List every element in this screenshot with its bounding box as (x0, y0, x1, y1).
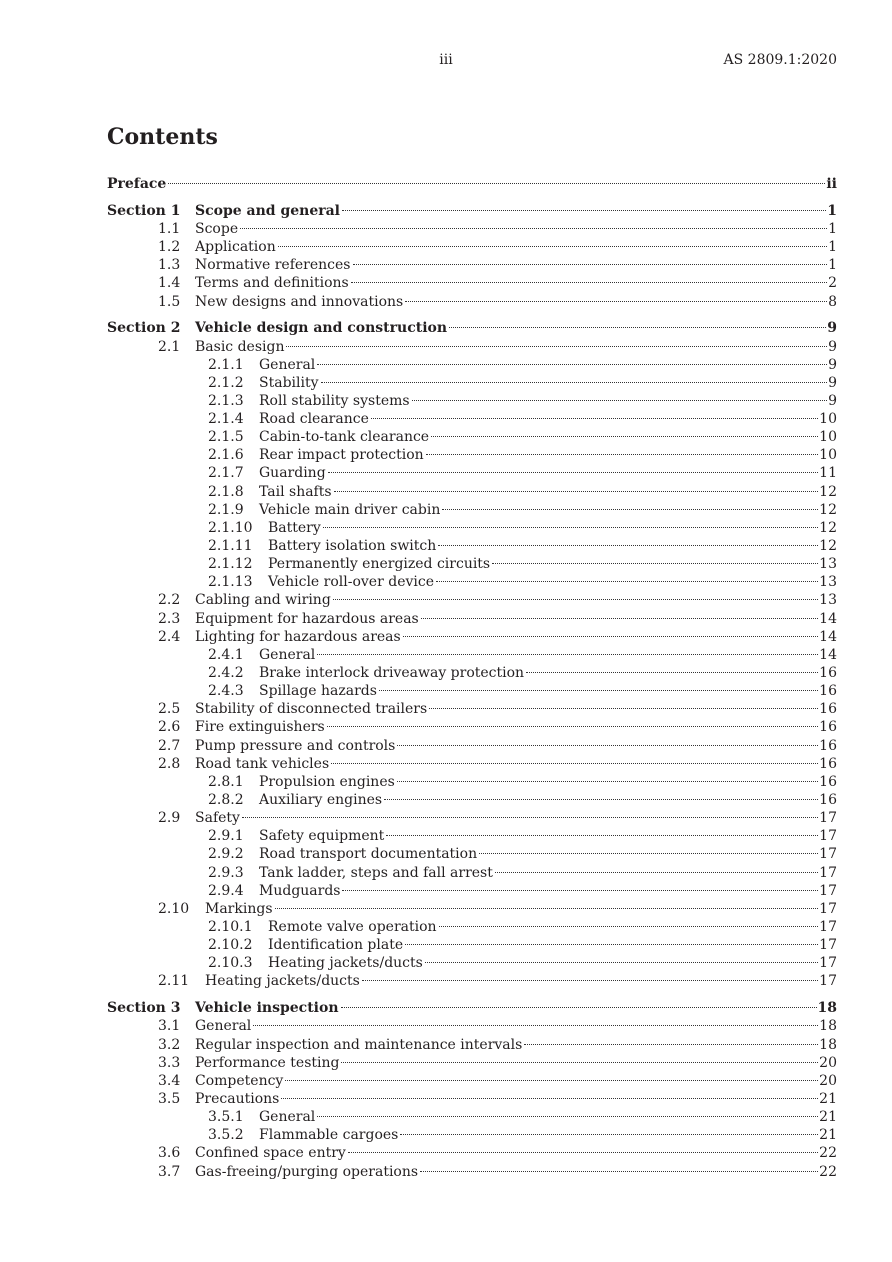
toc-entry-title[interactable]: Preface (107, 176, 167, 192)
toc-page-number: 16 (819, 773, 837, 790)
toc-page-number: 21 (819, 1090, 837, 1107)
toc-entry-number: 1.3 (158, 257, 181, 274)
toc-entry-number: 2.9.2 (208, 846, 244, 863)
toc-entry-number: 3.5.2 (208, 1127, 244, 1144)
toc-page-number: 17 (819, 882, 837, 899)
dot-leader (351, 282, 827, 283)
toc-entry-number: 2.1.11 (208, 538, 253, 555)
toc-entry-title[interactable]: Tail shafts (259, 483, 332, 500)
toc-entry-number: 2.4.3 (208, 683, 244, 700)
toc-entry-number: 2.8 (158, 755, 181, 772)
toc-section-entry[interactable] (107, 319, 837, 337)
dot-leader (403, 636, 818, 637)
toc-entry-title[interactable]: Stability of disconnected trailers (195, 701, 428, 718)
dot-leader (438, 545, 818, 546)
toc-entry[interactable] (107, 954, 837, 972)
dot-leader (333, 599, 818, 600)
table-of-contents (107, 175, 837, 1181)
toc-page-number: 21 (819, 1109, 837, 1126)
toc-entry[interactable] (107, 1054, 837, 1072)
dot-leader (168, 183, 825, 184)
toc-page-number: 17 (819, 810, 837, 827)
toc-entry-title[interactable]: Road tank vehicles (195, 755, 330, 772)
toc-page-number: 17 (819, 846, 837, 863)
toc-entry-number: 2.10.2 (208, 937, 253, 954)
toc-page-number: 17 (819, 828, 837, 845)
toc-entry-title[interactable]: Application (195, 239, 276, 256)
toc-page-number: 20 (819, 1072, 837, 1089)
toc-page-number: 10 (819, 429, 837, 446)
toc-entry[interactable] (107, 610, 837, 628)
toc-page-number: 9 (828, 356, 837, 373)
dot-leader (479, 853, 818, 854)
toc-entry[interactable] (107, 410, 837, 428)
toc-section-entry[interactable] (107, 999, 837, 1017)
toc-entry[interactable] (107, 628, 837, 646)
toc-entry-title[interactable]: Fire extinguishers (195, 719, 325, 736)
toc-page-number: 16 (819, 719, 837, 736)
toc-page-number: 21 (819, 1127, 837, 1144)
dot-leader (286, 346, 827, 347)
toc-page-number: 13 (819, 556, 837, 573)
toc-entry-title[interactable]: Mudguards (259, 882, 341, 899)
dot-leader (317, 1116, 818, 1117)
toc-page-number: 1 (827, 202, 837, 219)
toc-entry-title[interactable]: Vehicle inspection (195, 1000, 339, 1017)
toc-entry-title[interactable]: Terms and definitions (195, 275, 349, 292)
toc-page-number: 9 (827, 320, 837, 337)
dot-leader (317, 654, 818, 655)
dot-leader (384, 799, 818, 800)
toc-entry-title[interactable]: General (259, 356, 316, 373)
dot-leader (442, 509, 818, 510)
toc-entry[interactable] (107, 573, 837, 591)
page-number: iii (439, 52, 453, 68)
toc-entry-number: 2.11 (158, 973, 190, 990)
toc-entry-title[interactable]: Stability (259, 374, 319, 391)
toc-entry[interactable] (107, 1090, 837, 1108)
toc-entry-number: 2.10 (158, 900, 190, 917)
toc-entry[interactable] (107, 356, 837, 374)
toc-entry-title[interactable]: Heating jackets/ducts (268, 955, 423, 972)
toc-entry-number: 2.9.3 (208, 864, 244, 881)
toc-entry-title[interactable]: General (259, 1109, 316, 1126)
toc-entry-title[interactable]: Performance testing (195, 1054, 340, 1071)
toc-entry-title[interactable]: Cabin-to-tank clearance (259, 429, 430, 446)
toc-page-number: 10 (819, 447, 837, 464)
toc-entry[interactable] (107, 755, 837, 773)
dot-leader (526, 672, 818, 673)
toc-entry-title[interactable]: Remote valve operation (268, 919, 437, 935)
toc-entry-title[interactable]: Roll stability systems (259, 392, 410, 409)
toc-entry-title[interactable]: Precautions (195, 1090, 280, 1107)
toc-page-number: 17 (819, 973, 837, 990)
toc-page-number: 9 (828, 392, 837, 409)
toc-entry-number: 2.1.13 (208, 574, 253, 591)
toc-page-number: 9 (828, 338, 837, 355)
toc-entry-title[interactable]: Road clearance (259, 411, 369, 428)
toc-entry[interactable] (107, 936, 837, 954)
toc-entry-number: 2.1.2 (208, 374, 244, 391)
toc-section-entry[interactable] (107, 175, 837, 193)
dot-leader (317, 364, 827, 365)
toc-entry-number: 2.1.8 (208, 483, 244, 500)
toc-page-number: 16 (819, 755, 837, 772)
dot-leader (397, 745, 818, 746)
toc-entry-number: 2.7 (158, 737, 181, 754)
dot-leader (405, 944, 818, 945)
toc-entry-number: 1.4 (158, 275, 181, 292)
dot-leader (492, 563, 818, 564)
toc-entry-number: 3.5 (158, 1090, 181, 1107)
toc-entry[interactable] (107, 274, 837, 292)
dot-leader (275, 908, 819, 909)
toc-entry-title[interactable]: Identification plate (268, 937, 404, 954)
toc-entry[interactable] (107, 827, 837, 845)
toc-entry-title[interactable]: Basic design (195, 338, 285, 355)
dot-leader (371, 418, 818, 419)
dot-leader (421, 618, 818, 619)
toc-page-number: 16 (819, 792, 837, 809)
toc-entry-title[interactable]: Markings (205, 900, 273, 917)
toc-entry[interactable] (107, 664, 837, 682)
toc-page-number: 17 (819, 955, 837, 972)
toc-entry-number: 2.1.4 (208, 411, 244, 428)
toc-entry-title[interactable]: Road transport documentation (259, 846, 478, 863)
toc-entry-title[interactable]: General (195, 1018, 252, 1035)
toc-page-number: 14 (819, 610, 837, 627)
toc-entry[interactable] (107, 845, 837, 863)
toc-entry[interactable] (107, 1072, 837, 1090)
toc-entry[interactable] (107, 428, 837, 446)
toc-entry[interactable] (107, 791, 837, 809)
toc-entry[interactable] (107, 338, 837, 356)
dot-leader (281, 1098, 818, 1099)
toc-entry-number: 2.9.4 (208, 882, 244, 899)
toc-entry[interactable] (107, 718, 837, 736)
dot-leader (397, 781, 818, 782)
dot-leader (524, 1044, 818, 1045)
toc-entry-number: 3.7 (158, 1163, 181, 1180)
dot-leader (240, 228, 827, 229)
toc-section-label: Section 2 (107, 320, 181, 337)
toc-entry[interactable] (107, 1017, 837, 1035)
toc-page-number: 1 (828, 220, 837, 237)
toc-entry-number: 2.1 (158, 338, 181, 355)
toc-entry-title[interactable]: Auxiliary engines (259, 792, 383, 809)
toc-page-number: 14 (819, 646, 837, 663)
dot-leader (242, 817, 818, 818)
toc-entry-title[interactable]: Heating jackets/ducts (205, 973, 360, 990)
toc-entry[interactable] (107, 1108, 837, 1126)
toc-page-number: 16 (819, 665, 837, 682)
toc-entry-title[interactable]: Vehicle design and construction (195, 320, 448, 337)
toc-entry-number: 2.2 (158, 592, 181, 609)
toc-page-number: 16 (819, 737, 837, 754)
dot-leader (429, 708, 818, 709)
dot-leader (321, 382, 828, 383)
toc-entry[interactable] (107, 864, 837, 882)
toc-entry[interactable] (107, 737, 837, 755)
toc-page-number: 12 (819, 501, 837, 518)
toc-entry[interactable] (107, 256, 837, 274)
toc-entry[interactable] (107, 646, 837, 664)
toc-entry-title[interactable]: Propulsion engines (259, 773, 395, 790)
dot-leader (362, 980, 818, 981)
toc-entry-number: 2.1.7 (208, 465, 244, 482)
toc-entry-number: 2.6 (158, 719, 181, 736)
dot-leader (323, 527, 818, 528)
dot-leader (341, 1007, 817, 1008)
toc-page-number: 17 (819, 919, 837, 935)
toc-page-number: 1 (828, 239, 837, 256)
dot-leader (425, 962, 818, 963)
dot-leader (400, 1134, 818, 1135)
toc-entry-number: 2.8.2 (208, 792, 244, 809)
toc-entry-title[interactable]: Cabling and wiring (195, 592, 331, 609)
toc-entry-title[interactable]: Safety (195, 810, 240, 827)
toc-entry-number: 2.3 (158, 610, 181, 627)
toc-entry[interactable] (107, 918, 837, 936)
toc-entry[interactable] (107, 238, 837, 256)
toc-entry-title[interactable]: Competency (195, 1072, 284, 1089)
dot-leader (348, 1152, 818, 1153)
toc-entry-title[interactable]: Battery (268, 519, 321, 536)
toc-page-number: 22 (819, 1163, 837, 1180)
toc-entry[interactable] (107, 900, 837, 918)
toc-entry-title[interactable]: Scope (195, 220, 239, 237)
toc-entry-number: 3.3 (158, 1054, 181, 1071)
dot-leader (431, 436, 818, 437)
toc-entry-title[interactable]: Regular inspection and maintenance intervals (195, 1036, 523, 1053)
toc-entry-number: 3.2 (158, 1036, 181, 1053)
dot-leader (327, 726, 818, 727)
toc-entry-number: 2.5 (158, 701, 181, 718)
dot-leader (386, 835, 818, 836)
dot-leader (449, 327, 826, 328)
dot-leader (331, 763, 818, 764)
toc-entry[interactable] (107, 1126, 837, 1144)
toc-entry[interactable] (107, 972, 837, 990)
toc-entry[interactable] (107, 682, 837, 700)
toc-entry-number: 1.2 (158, 239, 181, 256)
toc-entry[interactable] (107, 537, 837, 555)
toc-entry-number: 3.6 (158, 1145, 181, 1162)
dot-leader (405, 301, 827, 302)
toc-entry-number: 1.5 (158, 293, 181, 310)
toc-page-number: 18 (817, 1000, 837, 1017)
toc-entry[interactable] (107, 809, 837, 827)
toc-entry[interactable] (107, 591, 837, 609)
toc-entry-number: 2.10.3 (208, 955, 253, 972)
toc-page-number: 17 (819, 937, 837, 954)
dot-leader (342, 210, 826, 211)
toc-page-number: 13 (819, 574, 837, 591)
toc-entry-title[interactable]: General (259, 646, 316, 663)
toc-entry-title[interactable]: Lighting for hazardous areas (195, 628, 401, 645)
toc-entry-number: 2.1.6 (208, 447, 244, 464)
toc-page-number: 13 (819, 592, 837, 609)
dot-leader (328, 472, 819, 473)
toc-entry-number: 2.1.3 (208, 392, 244, 409)
toc-entry[interactable] (107, 464, 837, 482)
toc-entry-number: 3.5.1 (208, 1109, 244, 1126)
toc-section-entry[interactable] (107, 202, 837, 220)
toc-entry[interactable] (107, 773, 837, 791)
toc-page-number: 12 (819, 483, 837, 500)
toc-page-number: 17 (819, 864, 837, 881)
toc-entry-title[interactable]: Rear impact protection (259, 447, 424, 464)
toc-entry-title[interactable]: Spillage hazards (259, 683, 377, 700)
dot-leader (379, 690, 818, 691)
dot-leader (353, 264, 828, 265)
dot-leader (285, 1080, 818, 1081)
toc-section-label: Section 1 (107, 202, 181, 219)
toc-entry-number: 2.1.10 (208, 519, 253, 536)
toc-entry-title[interactable]: Safety equipment (259, 828, 385, 845)
toc-page-number: 12 (819, 519, 837, 536)
toc-page-number: 22 (819, 1145, 837, 1162)
toc-entry-number: 2.9.1 (208, 828, 244, 845)
toc-entry[interactable] (107, 501, 837, 519)
toc-entry-title[interactable]: Gas-freeing/purging operations (195, 1163, 419, 1180)
toc-entry-number: 2.1.12 (208, 556, 253, 573)
dot-leader (420, 1171, 818, 1172)
toc-page-number: 12 (819, 538, 837, 555)
toc-page-number: 18 (819, 1018, 837, 1035)
toc-entry-number: 2.1.1 (208, 356, 244, 373)
toc-entry[interactable] (107, 700, 837, 718)
toc-page-number: 2 (828, 275, 837, 292)
toc-entry[interactable] (107, 1036, 837, 1054)
toc-entry-title[interactable]: Vehicle roll-over device (268, 574, 434, 591)
toc-entry[interactable] (107, 220, 837, 238)
toc-entry[interactable] (107, 446, 837, 464)
dot-leader (436, 581, 818, 582)
toc-entry[interactable] (107, 1163, 837, 1181)
toc-entry[interactable] (107, 483, 837, 501)
toc-entry-title[interactable]: Equipment for hazardous areas (195, 610, 419, 627)
toc-entry[interactable] (107, 519, 837, 537)
page-title: Contents (107, 124, 218, 150)
dot-leader (342, 890, 818, 891)
toc-page-number: 16 (819, 683, 837, 700)
toc-entry-number: 2.9 (158, 810, 181, 827)
toc-entry-number: 2.1.5 (208, 429, 244, 446)
toc-page-number: 10 (819, 411, 837, 428)
toc-page-number: 8 (828, 293, 837, 310)
toc-entry[interactable] (107, 555, 837, 573)
toc-entry-title[interactable]: Vehicle main driver cabin (259, 501, 441, 518)
toc-entry-title[interactable]: Guarding (259, 465, 326, 482)
toc-entry[interactable] (107, 392, 837, 410)
toc-entry-number: 2.4.1 (208, 646, 244, 663)
standard-designation: AS 2809.1:2020 (723, 52, 837, 68)
toc-entry-title[interactable]: Brake interlock driveaway protection (259, 665, 525, 682)
dot-leader (334, 491, 819, 492)
toc-entry-title[interactable]: Tank ladder, steps and fall arrest (259, 864, 493, 881)
toc-entry-number: 3.4 (158, 1072, 181, 1089)
dot-leader (495, 872, 818, 873)
toc-entry[interactable] (107, 882, 837, 900)
toc-entry[interactable] (107, 374, 837, 392)
toc-entry-number: 2.8.1 (208, 773, 244, 790)
toc-entry-number: 1.1 (158, 220, 181, 237)
dot-leader (426, 454, 818, 455)
toc-entry-title[interactable]: Normative references (195, 257, 351, 274)
toc-page-number: 20 (819, 1054, 837, 1071)
toc-entry-number: 2.10.1 (208, 919, 253, 935)
toc-page-number: 16 (819, 701, 837, 718)
toc-entry-title[interactable]: New designs and innovations (195, 293, 404, 310)
dot-leader (341, 1062, 818, 1063)
toc-page-number: 9 (828, 374, 837, 391)
toc-entry-title[interactable]: Permanently energized circuits (268, 556, 491, 573)
toc-entry-number: 2.4.2 (208, 665, 244, 682)
toc-entry-number: 2.4 (158, 628, 181, 645)
toc-section-label: Section 3 (107, 1000, 181, 1017)
toc-entry-title[interactable]: Scope and general (195, 202, 341, 219)
toc-entry-title[interactable]: Flammable cargoes (259, 1127, 399, 1144)
toc-entry-title[interactable]: Pump pressure and controls (195, 737, 396, 754)
toc-page-number: 11 (819, 465, 837, 482)
toc-page-number: 18 (819, 1036, 837, 1053)
toc-entry-number: 2.1.9 (208, 501, 244, 518)
toc-page-number: 17 (819, 900, 837, 917)
toc-entry-title[interactable]: Confined space entry (195, 1145, 346, 1162)
toc-entry-number: 3.1 (158, 1018, 181, 1035)
toc-page-number: ii (826, 176, 837, 192)
toc-entry-title[interactable]: Battery isolation switch (268, 538, 437, 555)
dot-leader (439, 926, 819, 927)
dot-leader (278, 246, 827, 247)
dot-leader (412, 400, 828, 401)
toc-page-number: 1 (828, 257, 837, 274)
toc-entry[interactable] (107, 293, 837, 311)
toc-page-number: 14 (819, 628, 837, 645)
dot-leader (253, 1025, 818, 1026)
toc-entry[interactable] (107, 1144, 837, 1162)
